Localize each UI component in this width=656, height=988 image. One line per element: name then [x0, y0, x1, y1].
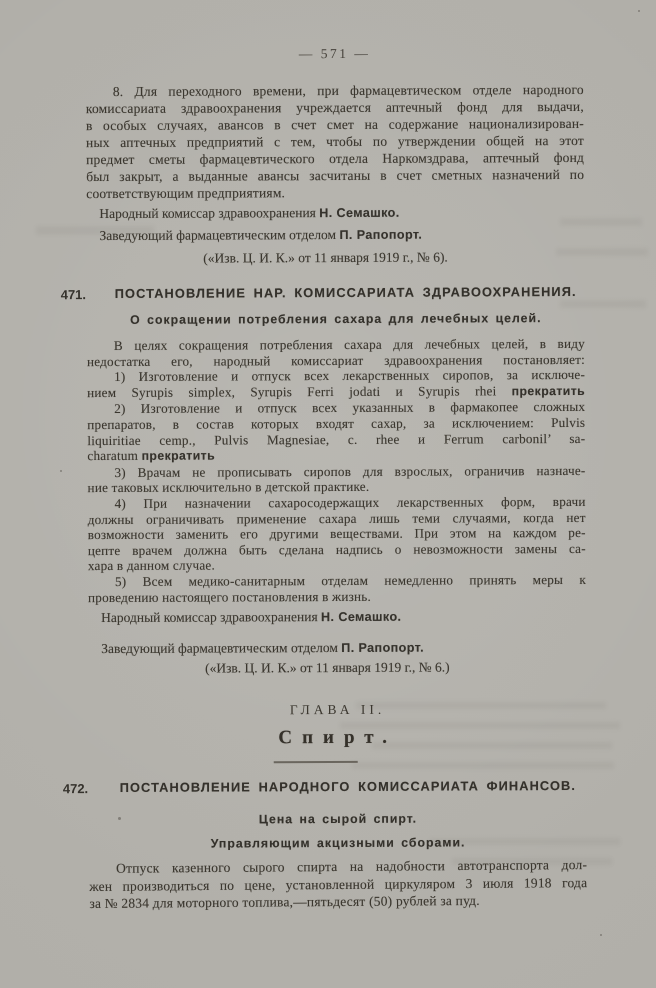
source-citation: («Изв. Ц. И. К.» от 11 января 1919 г., № 6.)	[205, 659, 450, 676]
signature-name: Н. Семашко.	[320, 609, 402, 625]
paragraph-line: 5) Всем медико-санитарным отделам немедленно принять меры к	[114, 571, 586, 589]
decree-472-heading	[62, 778, 587, 797]
chapter-rule	[274, 761, 358, 763]
decree-number: 471.	[60, 287, 87, 303]
ink-speck	[638, 10, 640, 12]
line-text: нием Syrupis simplex, Syrupis Ferri jodati и Syrupis rhei	[87, 383, 497, 400]
paragraph-line: соответствующим предприятиям.	[86, 185, 286, 202]
decree-title: ПОСТАНОВЛЕНИЕ НАРОДНОГО КОМИССАРИАТА ФИНАНСОВ.	[119, 778, 577, 796]
paragraph-line: liquiritiae cemp., Pulvis Magnesiae, c. rhee и Ferrum carbonil’ sa-	[87, 430, 586, 448]
paragraph-line: недостатка его, народный комиссариат здравоохранения постановляет:	[86, 351, 586, 369]
paragraph-line: был закрыт, а выданные авансы засчитаны в счет сметных назначений по	[86, 166, 585, 185]
paragraph-line: за № 2834 для моторного топлива,—пятьдесят (50) рублей за пуд.	[89, 892, 480, 912]
paragraph-line: в особых случаях, авансов в счет смет на содержание национализирован-	[85, 115, 584, 134]
paragraph-line: Отпуск казенного сырого спирта на надобности автотранспорта дол-	[116, 857, 588, 876]
signature-commissar	[99, 204, 584, 222]
paragraph-line: 1) Изготовление и отпуск всех лекарственных сиропов, за исключе-	[114, 367, 586, 385]
signature-department-head	[101, 639, 586, 657]
emphasis-word: прекратить	[141, 448, 216, 464]
paragraph-line: предмет сметы фармацевтического отдела Наркомздрава, аптечный фонд	[86, 149, 585, 168]
decree-472	[62, 778, 588, 912]
paragraph-line: ных аптечных предприятий с тем, чтобы по утверждении общей на этот	[85, 132, 585, 151]
paragraph-line: 3) Врачам не прописывать сиропов для взрослых, ограничив назначе-	[114, 462, 586, 480]
paragraph-line: 8. Для переходного времени, при фармацевтическом отделе народного	[112, 81, 584, 99]
paragraph-line: проведению настоящего постановления в жизнь.	[87, 588, 371, 605]
page-number: — 571 —	[298, 45, 371, 62]
signature-role: Народный комиссар здравоохранения	[101, 609, 318, 626]
line-text: charatum	[87, 448, 139, 464]
ink-speck	[60, 470, 62, 472]
chapter-divider	[88, 701, 586, 764]
signature-name: Н. Семашко.	[319, 205, 400, 221]
chapter-title: Спирт.	[278, 726, 397, 749]
paragraph-line: 2) Изготовление и отпуск всех указанных в фармакопее сложных	[114, 399, 586, 417]
signature-role: Народный комиссар здравоохранения	[99, 205, 316, 222]
signature-department-head	[99, 226, 584, 244]
emphasis-word: прекратить	[511, 383, 586, 399]
decree-471-heading	[60, 283, 585, 303]
paragraph-line: должны ограничивать применение сахара лишь теми случаями, когда нет	[87, 509, 586, 527]
decree-title: ПОСТАНОВЛЕНИЕ НАР. КОМИССАРИАТА ЗДРАВООХРАНЕНИЯ.	[114, 283, 577, 301]
paragraph-line: ние таковых исключительно в детской практике.	[87, 479, 370, 496]
decree-470-paragraph-8	[86, 81, 585, 202]
paragraph-line: 4) При назначении сахаросодержащих лекарственных форм, врачи	[114, 493, 586, 511]
decree-addressee: Управляющим акцизными сборами.	[210, 835, 466, 851]
signature-name: П. Рапопорт.	[341, 640, 425, 656]
paragraph-line: жен производиться по цене, установленной циркуляром 3 июля 1918 года	[89, 874, 588, 894]
decree-number: 472.	[62, 781, 89, 797]
decree-471-body	[87, 336, 586, 605]
ink-speck	[600, 934, 602, 936]
signature-role: Заведующий фармацевтическим отделом	[101, 640, 338, 657]
paragraph-line: В целях сокращения потребления сахара для лечебных целей, в виду	[113, 335, 585, 353]
paragraph-line: хара в данном случае.	[87, 557, 215, 574]
paragraph-line: препаратов, в состав которых входят сахар, за исключением: Pulvis	[87, 414, 586, 433]
signature-commissar	[101, 608, 586, 626]
signature-role: Заведующий фармацевтическим отделом	[99, 226, 337, 244]
decree-subtitle: Цена на сырой спирт.	[258, 811, 418, 827]
decree-471	[60, 283, 587, 677]
page-content	[60, 0, 588, 912]
paragraph-line: цепте врачем должна быть сделана надпись о невозможности замены са-	[87, 540, 586, 558]
decree-472-body	[89, 856, 587, 912]
chapter-label: ГЛАВА II.	[289, 701, 386, 718]
decree-subtitle: О сокращении потребления сахара для лечебных целей.	[130, 311, 542, 327]
paragraph-line: возможности заменить его другими веществами. При этом на каждом ре-	[87, 525, 586, 543]
paragraph-line: комиссариата здравоохранения учреждается аптечный фонд для выдачи,	[85, 98, 584, 117]
signature-name: П. Рапопорт.	[339, 227, 423, 242]
source-citation: («Изв. Ц. И. К.» от 11 января 1919 г., № 6).	[203, 249, 448, 266]
